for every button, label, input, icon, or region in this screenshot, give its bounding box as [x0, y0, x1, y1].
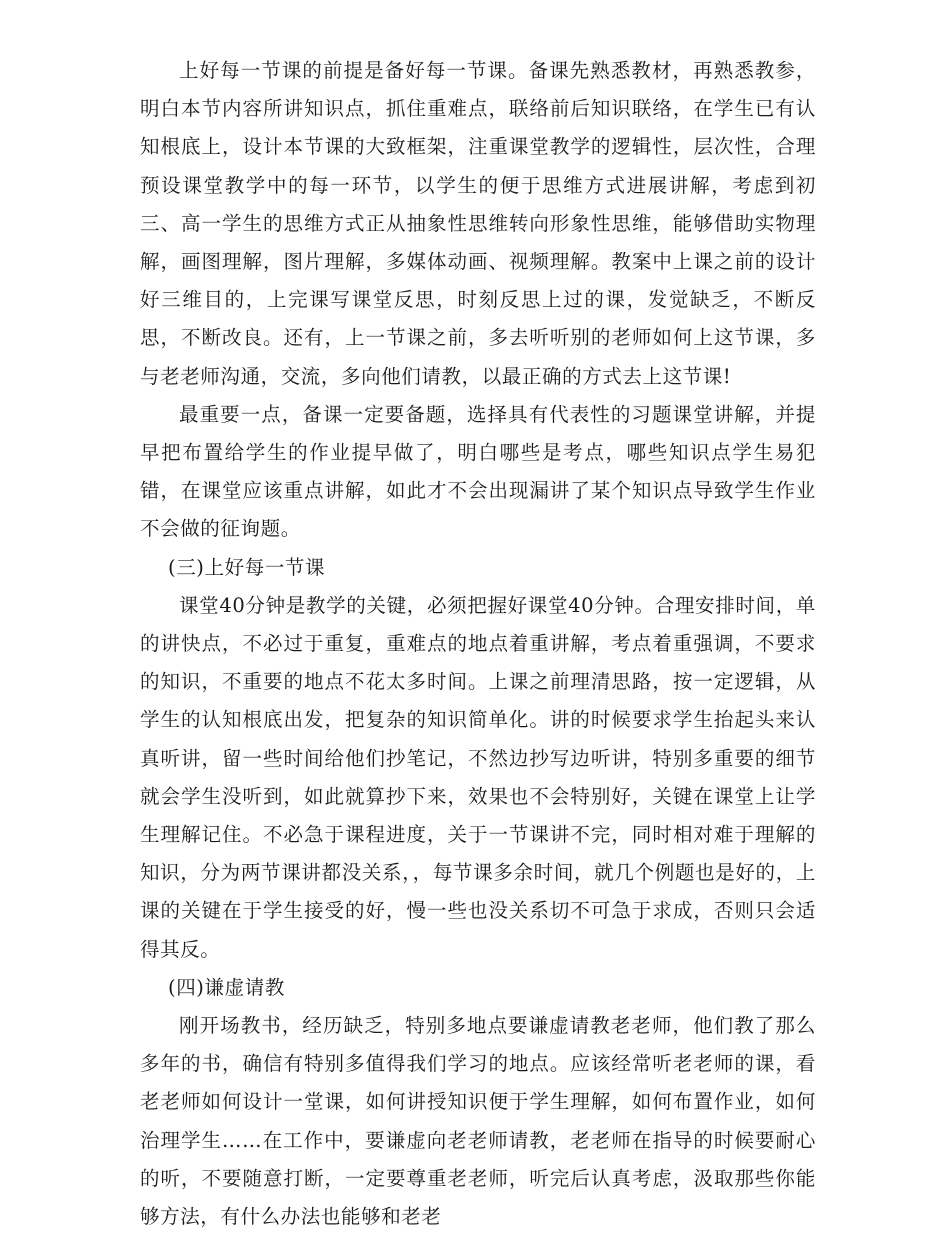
section-heading-teach-well: (三)上好每一节课 [168, 555, 326, 579]
document-body [140, 52, 816, 1236]
paragraph-exercise-preparation: 最重要一点，备课一定要备题，选择具有代表性的习题课堂讲解，并提早把布置给学生的作业提早做了，明白哪些是考点，哪些知识点学生易犯错，在课堂应该重点讲解，如此才不会出现漏讲了某个知识点导致学生作业不会做的征询题。 [140, 402, 816, 541]
paragraph-learn-from-veterans: 刚开场教书，经历缺乏，特别多地点要谦虚请教老老师，他们教了那么多年的书，确信有特别多值得我们学习的地点。应该经常听老老师的课，看老老师如何设计一堂课，如何讲授知识便于学生理解，如何布置作业，如何治理学生……在工作中，要谦虚向老老师请教，老老师在指导的时候要耐心的听，不要随意打断，一定要尊重老老师，听完后认真考虑，汲取那些你能够方法，有什么办法也能够和老老 [140, 1014, 816, 1229]
section-heading-ask-humbly: (四)谦虚请教 [168, 975, 285, 999]
paragraph-classroom-time: 课堂40分钟是教学的关键，必须把握好课堂40分钟。合理安排时间，单的讲快点，不必过于重复，重难点的地点着重讲解，考点着重强调，不要求的知识，不重要的地点不花太多时间。上课之前理清思路，按一定逻辑，从学生的认知根底出发，把复杂的知识简单化。讲的时候要求学生抬起头来认真听讲，留一些时间给他们抄笔记，不然边抄写边听讲，特别多重要的细节就会学生没听到，如此就算抄下来，效果也不会特别好，关键在课堂上让学生理解记住。不必急于课程进度，关于一节课讲不完，同时相对难于理解的知识，分为两节课讲都没关系，，每节课多余时间，就几个例题也是好的，上课的关键在于学生接受的好，慢一些也没关系切不可急于求成，否则只会适得其反。 [140, 593, 816, 961]
paragraph-lesson-preparation: 上好每一节课的前提是备好每一节课。备课先熟悉教材，再熟悉教参，明白本节内容所讲知识点，抓住重难点，联络前后知识联络，在学生已有认知根底上，设计本节课的大致框架，注重课堂教学的逻辑性，层次性，合理预设课堂教学中的每一环节，以学生的便于思维方式进展讲解，考虑到初三、高一学生的思维方式正从抽象性思维转向形象性思维，能够借助实物理解，画图理解，图片理解，多媒体动画、视频理解。教案中上课之前的设计好三维目的，上完课写课堂反思，时刻反思上过的课，发觉缺乏，不断反思，不断改良。还有，上一节课之前，多去听听别的老师如何上这节课，多与老老师沟通，交流，多向他们请教，以最正确的方式去上这节课! [140, 59, 816, 388]
